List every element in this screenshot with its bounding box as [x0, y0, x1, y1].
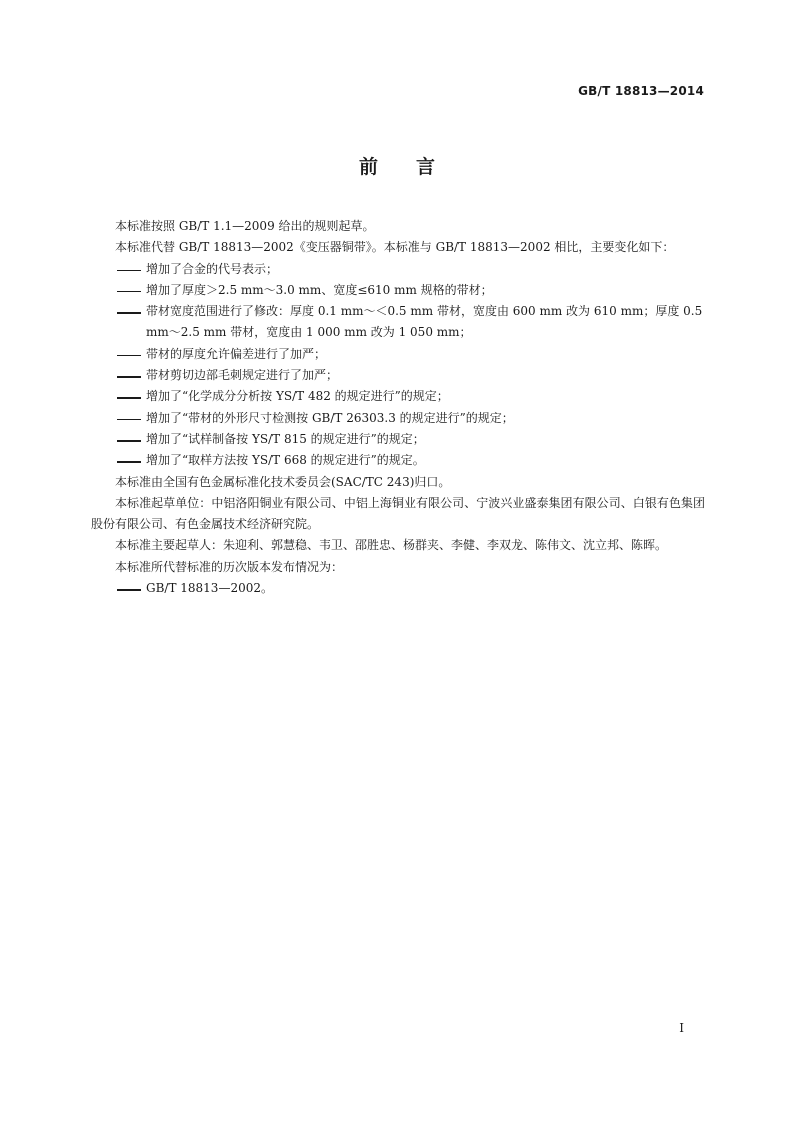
- list-item: [91, 344, 705, 365]
- list-item-text: 增加了合金的代号表示；: [146, 261, 279, 276]
- history-list: [91, 578, 705, 599]
- list-item-text: GB/T 18813—2002。: [146, 581, 273, 596]
- list-item: [91, 408, 705, 429]
- list-item-text: 增加了厚度＞2.5 mm～3.0 mm、宽度≤610 mm 规格的带材；: [146, 282, 493, 297]
- list-item-text: 带材宽度范围进行了修改：厚度 0.1 mm～＜0.5 mm 带材，宽度由 600 mm 改为 610 mm；厚度 0.5 mm～2.5 mm 带材，宽度由 1 000 mm 改为 1 050 mm；: [146, 304, 703, 340]
- list-item-text: 带材剪切边部毛刺规定进行了加严；: [146, 368, 339, 383]
- list-item: [91, 301, 705, 344]
- list-item-text: 增加了“带材的外形尺寸检测按 GB/T 26303.3 的规定进行”的规定；: [146, 410, 514, 425]
- paragraph: 本标准由全国有色金属标准化技术委员会(SAC/TC 243)归口。: [115, 474, 451, 489]
- changes-list: [91, 259, 705, 472]
- list-item: [91, 280, 705, 301]
- paragraph: 本标准所代替标准的历次版本发布情况为：: [115, 559, 344, 574]
- list-item: [91, 259, 705, 280]
- paragraph: 本标准主要起草人：朱迎利、郭慧稳、韦卫、邵胜忠、杨群夹、李健、李双龙、陈伟文、沈立邦、陈晖。: [115, 538, 668, 553]
- list-item: [91, 450, 705, 471]
- page-number: I: [679, 1021, 684, 1035]
- list-item-text: 增加了“取样方法按 YS/T 668 的规定进行”的规定。: [146, 453, 425, 468]
- list-item-text: 带材的厚度允许偏差进行了加严；: [146, 346, 327, 361]
- list-item-text: 增加了“试样制备按 YS/T 815 的规定进行”的规定；: [146, 431, 425, 446]
- list-item: [91, 386, 705, 407]
- standard-code: GB/T 18813—2014: [578, 84, 704, 98]
- list-item: [91, 365, 705, 386]
- document-body: [91, 216, 705, 599]
- list-item-text: 增加了“化学成分分析按 YS/T 482 的规定进行”的规定；: [146, 389, 449, 404]
- page-title: 前言: [358, 156, 473, 178]
- paragraph: 本标准按照 GB/T 1.1—2009 给出的规则起草。: [115, 219, 375, 233]
- list-item: [91, 429, 705, 450]
- list-item: [91, 578, 705, 599]
- paragraph: 本标准起草单位：中铝洛阳铜业有限公司、中铝上海铜业有限公司、宁波兴业盛泰集团有限公司、白银有色集团股份有限公司、有色金属技术经济研究院。: [91, 495, 705, 532]
- paragraph: 本标准代替 GB/T 18813—2002《变压器铜带》。本标准与 GB/T 18813—2002 相比，主要变化如下：: [115, 240, 675, 255]
